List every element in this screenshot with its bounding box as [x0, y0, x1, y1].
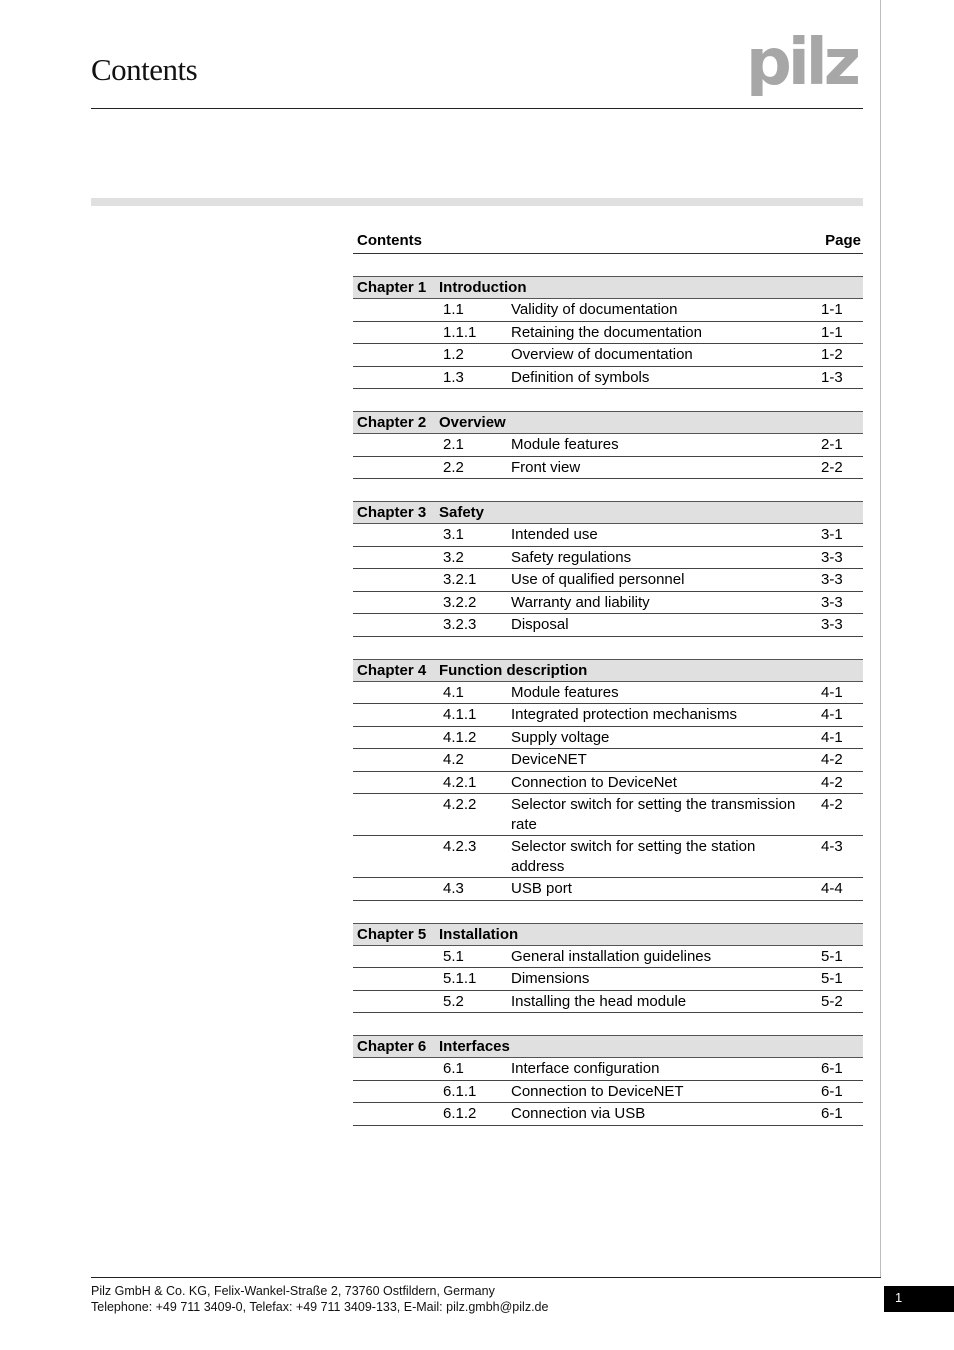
toc-entry-title: Validity of documentation	[511, 301, 678, 318]
toc-entry-title: Selector switch for setting the transmission rate	[511, 796, 796, 833]
footer-contact: Telephone: +49 711 3409-0, Telefax: +49 711 3409-133, E-Mail: pilz.gmbh@pilz.de	[91, 1300, 549, 1314]
toc-entry-spacer	[353, 525, 443, 545]
toc-entry-page: 6-1	[821, 1060, 843, 1077]
toc-entry-spacer	[353, 773, 443, 793]
chapter-heading[interactable]	[353, 411, 863, 434]
toc-entry-number: 4.1.1	[443, 706, 477, 723]
chapter-title: Overview	[439, 414, 506, 431]
toc-entry-page: 5-1	[821, 947, 843, 965]
toc-entry[interactable]	[353, 946, 863, 969]
toc-chapters	[353, 276, 863, 1126]
toc-entry-page: 1-1	[821, 323, 843, 341]
toc-entry-page: 6-1	[821, 1105, 843, 1122]
toc-entry-number: 4.2.2	[443, 796, 477, 813]
chapter-label: Chapter 3	[357, 504, 427, 521]
toc-entry-title: Module features	[511, 436, 619, 453]
chapter-label: Chapter 2	[357, 414, 427, 431]
toc-entry-spacer	[353, 683, 443, 703]
pilz-logo-text: pilz	[746, 26, 857, 96]
toc-entry-page: 4-1	[821, 728, 843, 746]
toc-chapter	[353, 411, 863, 479]
toc-entry-spacer	[353, 992, 443, 1012]
toc-entry-number: 6.1.1	[443, 1082, 477, 1100]
toc-entry-spacer	[353, 705, 443, 725]
footer-address: Pilz GmbH & Co. KG, Felix-Wankel-Straße 2, 73760 Ostfildern, Germany	[91, 1284, 495, 1298]
toc-entry-spacer	[353, 1082, 443, 1102]
toc-entry-title: Overview of documentation	[511, 346, 693, 363]
toc-entry-spacer	[353, 435, 443, 455]
toc-entry-number: 3.2	[443, 548, 464, 566]
footer	[91, 1283, 548, 1315]
chapter-label: Chapter 4	[357, 661, 427, 679]
toc-entry[interactable]	[353, 1103, 863, 1126]
toc-entry-spacer	[353, 837, 443, 876]
toc-entry[interactable]	[353, 1058, 863, 1081]
toc-entry-spacer	[353, 593, 443, 613]
toc-entry-number: 4.2	[443, 751, 464, 768]
toc-entry-spacer	[353, 750, 443, 770]
toc-entry[interactable]	[353, 344, 863, 367]
toc-entry-number: 1.2	[443, 346, 464, 363]
toc-entry-title: Front view	[511, 458, 581, 476]
toc-entry-spacer	[353, 1059, 443, 1079]
toc-entry-number: 1.1	[443, 301, 464, 318]
toc-entry-page: 4-2	[821, 796, 843, 813]
toc-entry-title: Retaining the documentation	[511, 323, 702, 341]
toc-entry[interactable]	[353, 968, 863, 991]
toc-entry-page: 3-1	[821, 526, 843, 543]
toc-entry-page: 4-4	[821, 880, 843, 897]
toc-entry-title: Connection to DeviceNET	[511, 1082, 684, 1100]
toc-entry[interactable]	[353, 524, 863, 547]
toc-entry-title: Installing the head module	[511, 992, 687, 1010]
toc-entry-page: 1-1	[821, 301, 843, 318]
toc-entry-page: 4-1	[821, 683, 843, 701]
toc-entry-spacer	[353, 1104, 443, 1124]
footer-rule	[91, 1277, 881, 1278]
chapter-title: Interfaces	[439, 1038, 510, 1055]
toc-entry-spacer	[353, 300, 443, 320]
chapter-label: Chapter 5	[357, 925, 427, 943]
toc-entry-title: Definition of symbols	[511, 368, 650, 386]
toc-entry-page: 3-3	[821, 571, 843, 588]
toc-entry-title: Intended use	[511, 526, 598, 543]
toc-entry-title: Integrated protection mechanisms	[511, 706, 737, 723]
toc-entry-number: 4.3	[443, 880, 464, 897]
toc-entry-title: Connection via USB	[511, 1105, 646, 1122]
toc-entry-page: 1-3	[821, 368, 843, 386]
toc-entry-spacer	[353, 548, 443, 568]
title-rule	[91, 108, 863, 109]
chapter-label: Chapter 1	[357, 279, 427, 296]
toc-entry[interactable]	[353, 991, 863, 1014]
toc-entry-page: 5-2	[821, 992, 843, 1010]
toc-entry[interactable]	[353, 772, 863, 795]
toc-entry-title: Dimensions	[511, 970, 590, 987]
toc-entry[interactable]	[353, 299, 863, 322]
toc-entry-number: 3.2.1	[443, 571, 477, 588]
chapter-heading[interactable]	[353, 923, 863, 946]
toc-entry[interactable]	[353, 614, 863, 637]
toc-entry-spacer	[353, 879, 443, 899]
toc-entry[interactable]	[353, 836, 863, 878]
toc-entry-number: 3.2.2	[443, 593, 477, 611]
section-bar	[91, 198, 863, 206]
toc-entry-page: 3-3	[821, 548, 843, 566]
toc-entry-title: Module features	[511, 683, 619, 701]
toc-chapter	[353, 1035, 863, 1126]
toc-entry-spacer	[353, 570, 443, 590]
toc-entry-title: Disposal	[511, 616, 569, 633]
toc-entry-spacer	[353, 969, 443, 989]
toc-header-contents: Contents	[357, 232, 422, 249]
toc-entry-title: Interface configuration	[511, 1060, 660, 1077]
toc-entry-number: 5.1.1	[443, 970, 477, 987]
toc-chapter	[353, 923, 863, 1014]
toc-entry-number: 3.2.3	[443, 616, 477, 633]
toc-entry-page: 4-3	[821, 838, 843, 855]
toc-entry-page: 4-1	[821, 706, 843, 723]
toc-entry[interactable]	[353, 367, 863, 390]
toc-entry[interactable]	[353, 434, 863, 457]
toc-entry[interactable]	[353, 1081, 863, 1104]
toc-entry-number: 2.2	[443, 458, 464, 476]
toc-entry-number: 4.1.2	[443, 728, 477, 746]
toc-entry[interactable]	[353, 749, 863, 772]
toc-entry-page: 5-1	[821, 970, 843, 987]
chapter-heading[interactable]	[353, 659, 863, 682]
toc-entry[interactable]	[353, 794, 863, 836]
toc-entry-spacer	[353, 947, 443, 967]
toc-entry[interactable]	[353, 547, 863, 570]
toc-entry-page: 2-2	[821, 458, 843, 476]
toc-entry-page: 6-1	[821, 1082, 843, 1100]
toc-header	[353, 226, 863, 254]
toc-entry-page: 2-1	[821, 436, 843, 453]
toc-entry-number: 6.1.2	[443, 1105, 477, 1122]
chapter-heading[interactable]	[353, 1035, 863, 1058]
toc-entry-page: 4-2	[821, 751, 843, 768]
toc-entry[interactable]	[353, 592, 863, 615]
toc-chapter	[353, 501, 863, 637]
page-title: Contents	[91, 52, 198, 87]
toc-entry[interactable]	[353, 322, 863, 345]
toc-entry-number: 5.2	[443, 992, 464, 1010]
chapter-heading[interactable]	[353, 501, 863, 524]
toc-entry-number: 4.2.1	[443, 773, 477, 791]
toc-entry-number: 5.1	[443, 947, 464, 965]
toc-entry-title: Use of qualified personnel	[511, 571, 685, 588]
page-number: 1	[884, 1286, 954, 1312]
toc-entry[interactable]	[353, 569, 863, 592]
toc-entry-spacer	[353, 323, 443, 343]
toc-entry-spacer	[353, 458, 443, 478]
toc-entry-page: 4-2	[821, 773, 843, 791]
toc-entry-spacer	[353, 368, 443, 388]
toc-entry-title: DeviceNET	[511, 751, 587, 768]
toc-entry-number: 4.1	[443, 683, 464, 701]
chapter-title: Function description	[439, 661, 588, 679]
chapter-title: Installation	[439, 925, 519, 943]
toc-entry-number: 4.2.3	[443, 838, 477, 855]
toc-entry-number: 6.1	[443, 1060, 464, 1077]
toc-entry-spacer	[353, 345, 443, 365]
page-edge-rule	[880, 0, 881, 1278]
table-of-contents	[353, 226, 863, 1126]
toc-entry[interactable]	[353, 727, 863, 750]
toc-entry-number: 1.3	[443, 368, 464, 386]
chapter-title: Introduction	[439, 279, 527, 296]
toc-entry-title: Selector switch for setting the station address	[511, 838, 756, 875]
toc-entry-spacer	[353, 728, 443, 748]
toc-chapter	[353, 276, 863, 389]
toc-entry-title: Warranty and liability	[511, 593, 650, 611]
toc-entry-title: General installation guidelines	[511, 947, 712, 965]
toc-entry-spacer	[353, 615, 443, 635]
toc-entry[interactable]	[353, 704, 863, 727]
toc-entry-page: 1-2	[821, 346, 843, 363]
toc-entry-title: Safety regulations	[511, 548, 632, 566]
toc-entry[interactable]	[353, 682, 863, 705]
toc-entry-spacer	[353, 795, 443, 834]
toc-entry-number: 3.1	[443, 526, 464, 543]
toc-entry-title: USB port	[511, 880, 572, 897]
toc-entry[interactable]	[353, 878, 863, 901]
toc-entry-number: 2.1	[443, 436, 464, 453]
pilz-logo	[746, 26, 866, 96]
toc-header-page: Page	[825, 232, 861, 249]
chapter-title: Safety	[439, 504, 485, 521]
toc-chapter	[353, 659, 863, 901]
toc-entry-page: 3-3	[821, 593, 843, 611]
toc-entry[interactable]	[353, 457, 863, 480]
toc-entry-title: Connection to DeviceNet	[511, 773, 677, 791]
chapter-heading[interactable]	[353, 276, 863, 299]
chapter-label: Chapter 6	[357, 1038, 427, 1055]
toc-entry-number: 1.1.1	[443, 323, 477, 341]
toc-entry-title: Supply voltage	[511, 728, 610, 746]
toc-entry-page: 3-3	[821, 616, 843, 633]
